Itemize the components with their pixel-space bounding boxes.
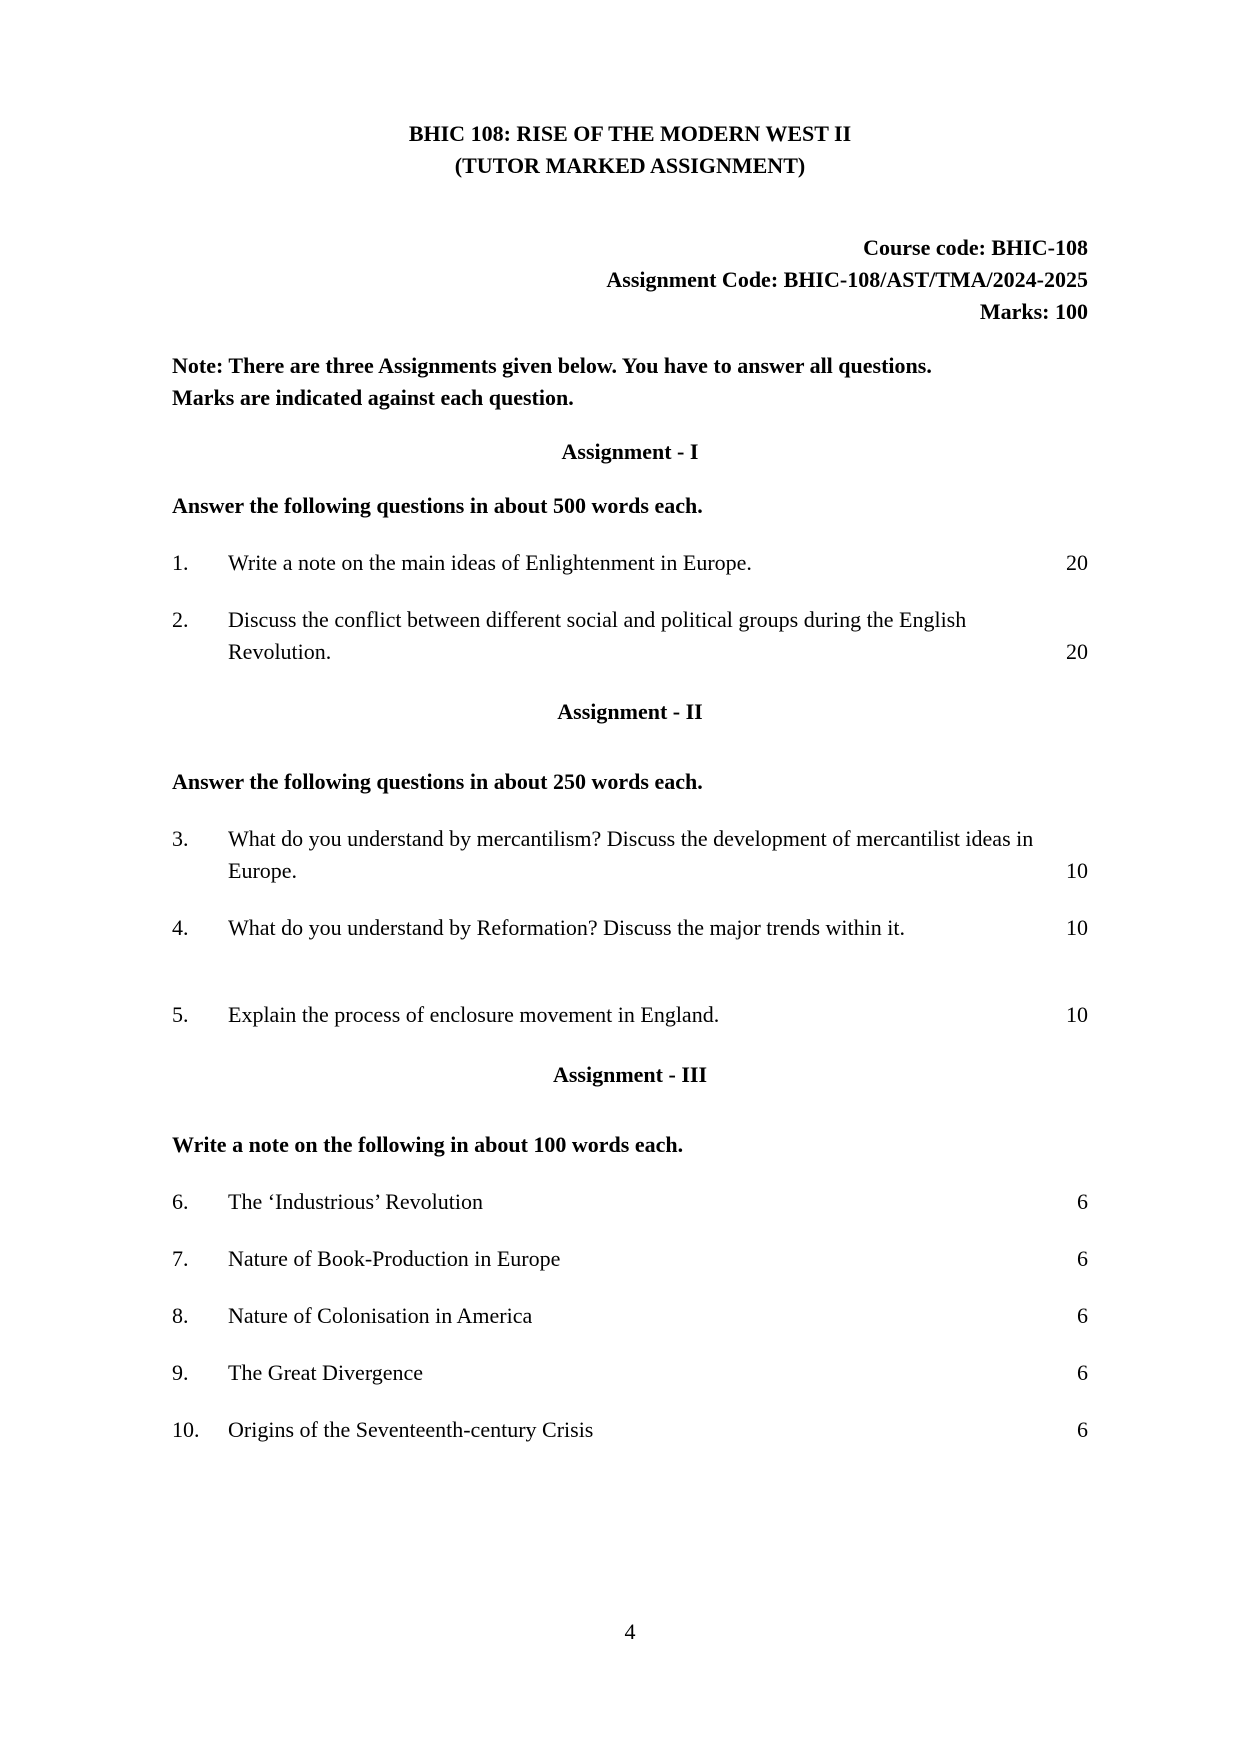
question-row [172, 1357, 1088, 1389]
question-marks: 6 [1077, 1246, 1088, 1271]
question-row [172, 1243, 1088, 1275]
question-number: 8. [172, 1303, 189, 1328]
question-text: Discuss the conflict between different social and political groups during the English Revolution. [228, 607, 967, 664]
question-number: 1. [172, 550, 189, 575]
question-text: The ‘Industrious’ Revolution [228, 1189, 483, 1214]
question-text: What do you understand by Reformation? Discuss the major trends within it. [228, 915, 905, 940]
question-number: 6. [172, 1189, 189, 1214]
question-text: Nature of Book-Production in Europe [228, 1246, 561, 1271]
question-text: What do you understand by mercantilism? Discuss the development of mercantilist ideas in Europe. [228, 826, 1034, 883]
question-number: 10. [172, 1417, 200, 1442]
document-content [172, 0, 1088, 1446]
question-text: Nature of Colonisation in America [228, 1303, 533, 1328]
question-marks: 20 [1066, 639, 1088, 664]
question-marks: 10 [1066, 915, 1088, 940]
question-marks: 20 [1066, 550, 1088, 575]
assignment-code-line: Assignment Code: BHIC-108/AST/TMA/2024-2025 [606, 267, 1088, 292]
course-code-line: Course code: BHIC-108 [863, 235, 1088, 260]
document-title-line2: (TUTOR MARKED ASSIGNMENT) [454, 153, 806, 178]
question-text: Explain the process of enclosure movement in England. [228, 1002, 720, 1027]
question-number: 3. [172, 826, 189, 851]
note-line2: Marks are indicated against each question. [172, 385, 574, 410]
section-instruction-assignment-3: Write a note on the following in about 100 words each. [172, 1132, 684, 1157]
question-text: The Great Divergence [228, 1360, 424, 1385]
question-number: 9. [172, 1360, 189, 1385]
question-number: 7. [172, 1246, 189, 1271]
question-marks: 6 [1077, 1417, 1088, 1442]
question-row [172, 1300, 1088, 1332]
question-marks: 6 [1077, 1303, 1088, 1328]
document-title-line1: BHIC 108: RISE OF THE MODERN WEST II [408, 121, 852, 146]
question-row [172, 1414, 1088, 1446]
total-marks-line: Marks: 100 [979, 299, 1088, 324]
section-instruction-assignment-1: Answer the following questions in about 500 words each. [172, 493, 703, 518]
note-block [172, 350, 1088, 414]
question-number: 5. [172, 1002, 189, 1027]
question-marks: 10 [1066, 1002, 1088, 1027]
note-line1: Note: There are three Assignments given below. You have to answer all questions. [172, 353, 932, 378]
question-marks: 10 [1066, 858, 1088, 883]
question-number: 4. [172, 915, 189, 940]
section-heading-assignment-3: Assignment - III [552, 1062, 708, 1087]
section-heading-assignment-1: Assignment - I [561, 439, 699, 464]
page-number: 4 [624, 1619, 636, 1644]
section-heading-assignment-2: Assignment - II [557, 699, 703, 724]
question-text: Origins of the Seventeenth-century Crisis [228, 1417, 594, 1442]
question-row [172, 1186, 1088, 1218]
question-marks: 6 [1077, 1360, 1088, 1385]
question-row [172, 912, 1088, 944]
question-text: Write a note on the main ideas of Enlightenment in Europe. [228, 550, 752, 575]
question-row [172, 823, 1088, 887]
question-row [172, 604, 1088, 668]
question-row [172, 547, 1088, 579]
question-row [172, 999, 1088, 1031]
course-info-block [172, 232, 1088, 328]
question-marks: 6 [1077, 1189, 1088, 1214]
document-title [172, 118, 1088, 182]
question-number: 2. [172, 607, 189, 632]
section-instruction-assignment-2: Answer the following questions in about 250 words each. [172, 769, 703, 794]
